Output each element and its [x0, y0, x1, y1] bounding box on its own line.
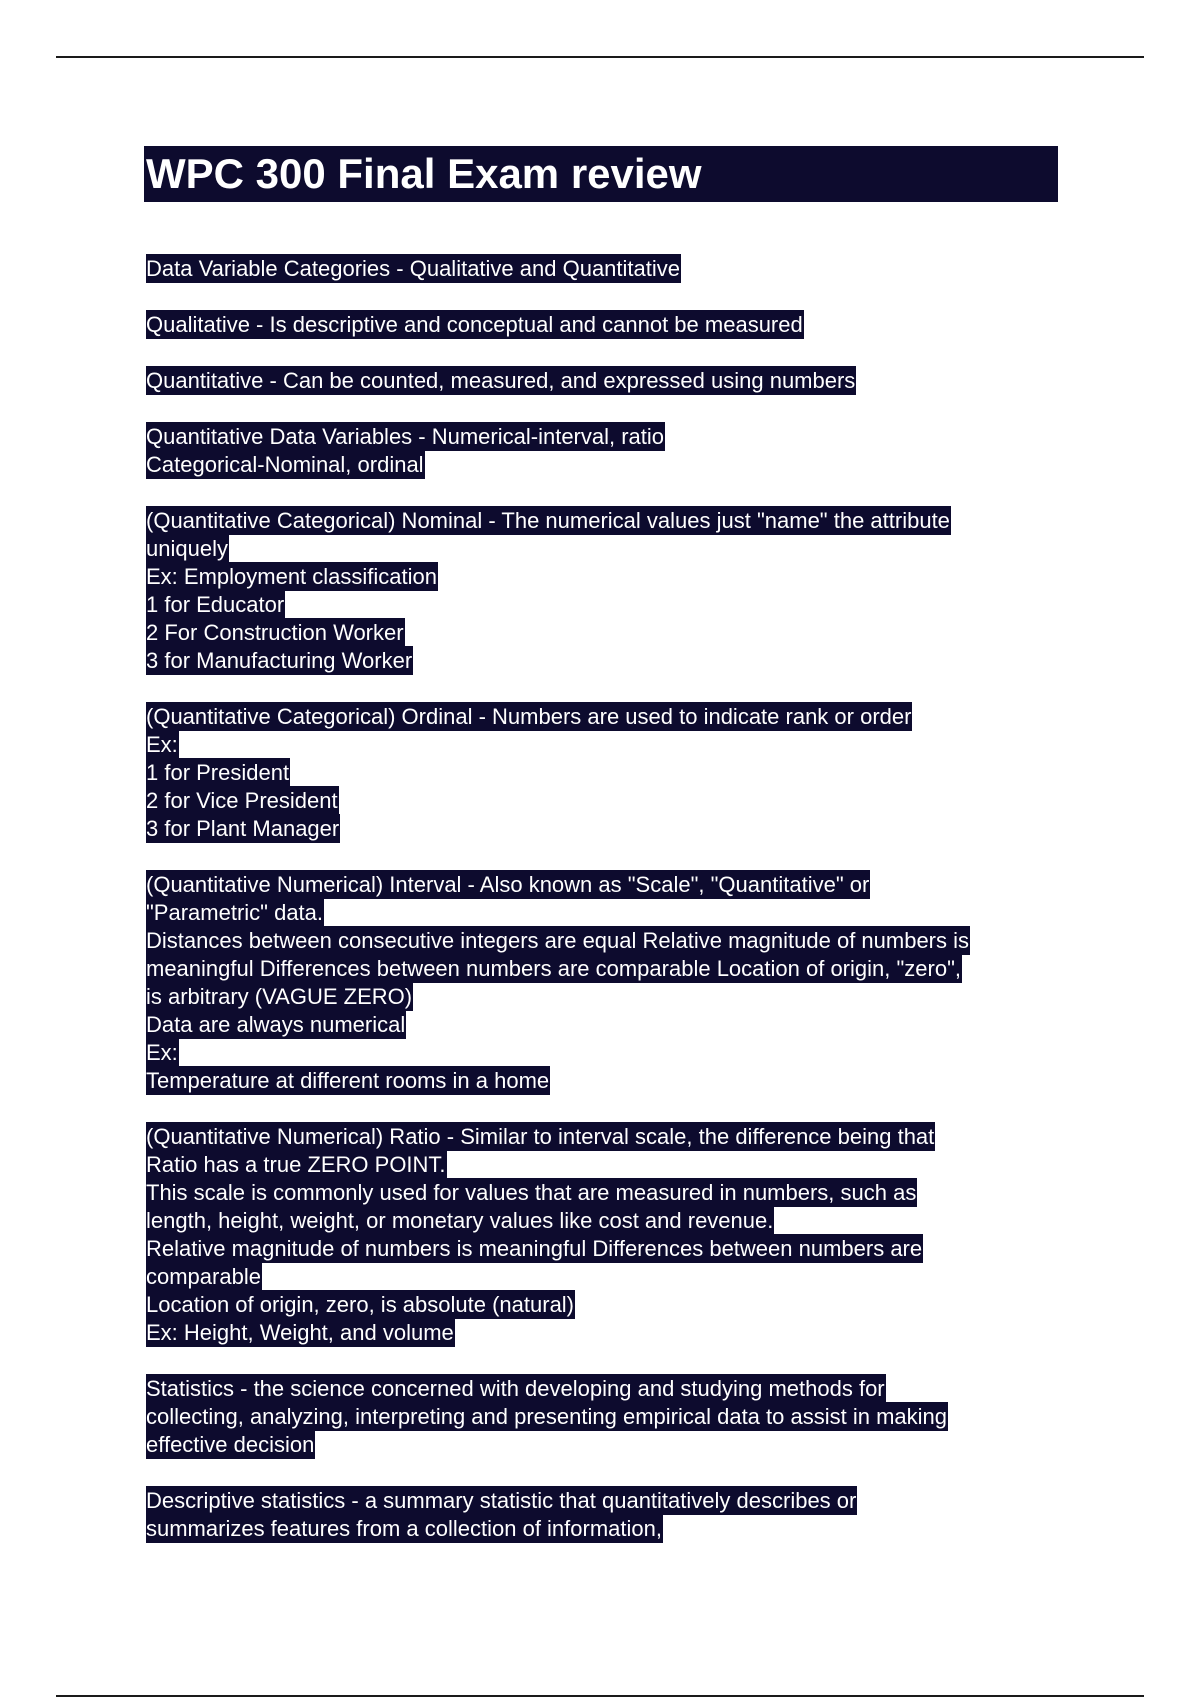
- highlighted-text: Distances between consecutive integers are equal Relative magnitude of numbers is: [146, 928, 970, 953]
- title-bar: [144, 146, 1058, 202]
- highlighted-text: Quantitative - Can be counted, measured, and expressed using numbers: [146, 368, 856, 393]
- qa-entry: [146, 367, 1066, 395]
- highlighted-text: Data are always numerical: [146, 1012, 406, 1037]
- entry-line: [146, 815, 1066, 843]
- entry-line: [146, 1263, 1066, 1291]
- entry-line: [146, 563, 1066, 591]
- entry-line: [146, 255, 1066, 283]
- highlighted-text: Temperature at different rooms in a home: [146, 1068, 550, 1093]
- highlighted-text: Ex: Employment classification: [146, 564, 437, 589]
- page-title: WPC 300 Final Exam review: [146, 150, 702, 197]
- entry-line: [146, 451, 1066, 479]
- entry-line: [146, 1067, 1066, 1095]
- highlighted-text: Descriptive statistics - a summary statistic that quantitatively describes or: [146, 1488, 857, 1513]
- entry-line: [146, 535, 1066, 563]
- entry-line: [146, 1403, 1066, 1431]
- qa-entry: [146, 311, 1066, 339]
- highlighted-text: (Quantitative Numerical) Interval - Also known as "Scale", "Quantitative" or: [146, 872, 870, 897]
- entry-line: [146, 1039, 1066, 1067]
- entry-line: [146, 367, 1066, 395]
- qa-entry: [146, 1487, 1066, 1543]
- highlighted-text: This scale is commonly used for values that are measured in numbers, such as: [146, 1180, 917, 1205]
- entry-line: [146, 1123, 1066, 1151]
- entry-line: [146, 1431, 1066, 1459]
- entry-line: [146, 1011, 1066, 1039]
- entry-line: [146, 1319, 1066, 1347]
- highlighted-text: Data Variable Categories - Qualitative and Quantitative: [146, 256, 680, 281]
- highlighted-text: 2 For Construction Worker: [146, 620, 404, 645]
- entry-line: [146, 787, 1066, 815]
- highlighted-text: comparable: [146, 1264, 261, 1289]
- entry-line: [146, 983, 1066, 1011]
- top-rule: [56, 56, 1144, 58]
- entry-line: [146, 703, 1066, 731]
- highlighted-text: (Quantitative Categorical) Nominal - The numerical values just "name" the attribute: [146, 508, 950, 533]
- entry-line: [146, 1151, 1066, 1179]
- entry-line: [146, 619, 1066, 647]
- entry-line: [146, 423, 1066, 451]
- highlighted-text: meaningful Differences between numbers are comparable Location of origin, "zero",: [146, 956, 961, 981]
- highlighted-text: (Quantitative Numerical) Ratio - Similar to interval scale, the difference being that: [146, 1124, 935, 1149]
- qa-entry: [146, 423, 1066, 479]
- entry-line: [146, 1235, 1066, 1263]
- entry-line: [146, 927, 1066, 955]
- highlighted-text: 3 for Plant Manager: [146, 816, 340, 841]
- highlighted-text: 1 for President: [146, 760, 290, 785]
- qa-entry: [146, 255, 1066, 283]
- highlighted-text: Relative magnitude of numbers is meaningful Differences between numbers are: [146, 1236, 923, 1261]
- highlighted-text: Qualitative - Is descriptive and conceptual and cannot be measured: [146, 312, 803, 337]
- highlighted-text: Categorical-Nominal, ordinal: [146, 452, 424, 477]
- qa-entry: [146, 1123, 1066, 1347]
- bottom-rule: [56, 1695, 1144, 1697]
- highlighted-text: Ex:: [146, 732, 178, 757]
- entry-line: [146, 955, 1066, 983]
- highlighted-text: summarizes features from a collection of information,: [146, 1516, 662, 1541]
- highlighted-text: 2 for Vice President: [146, 788, 338, 813]
- highlighted-text: effective decision: [146, 1432, 315, 1457]
- highlighted-text: "Parametric" data.: [146, 900, 324, 925]
- entry-line: [146, 1179, 1066, 1207]
- qa-entry: [146, 1375, 1066, 1459]
- entry-line: [146, 647, 1066, 675]
- highlighted-text: length, height, weight, or monetary values like cost and revenue.: [146, 1208, 774, 1233]
- entry-line: [146, 899, 1066, 927]
- highlighted-text: Location of origin, zero, is absolute (natural): [146, 1292, 575, 1317]
- document-body: [146, 255, 1066, 1571]
- entry-line: [146, 311, 1066, 339]
- qa-entry: [146, 507, 1066, 675]
- entry-line: [146, 1487, 1066, 1515]
- highlighted-text: 1 for Educator: [146, 592, 285, 617]
- entry-line: [146, 759, 1066, 787]
- highlighted-text: Statistics - the science concerned with developing and studying methods for: [146, 1376, 885, 1401]
- highlighted-text: uniquely: [146, 536, 228, 561]
- entry-line: [146, 1515, 1066, 1543]
- entry-line: [146, 1207, 1066, 1235]
- qa-entry: [146, 703, 1066, 843]
- highlighted-text: (Quantitative Categorical) Ordinal - Numbers are used to indicate rank or order: [146, 704, 912, 729]
- entry-line: [146, 1291, 1066, 1319]
- entry-line: [146, 1375, 1066, 1403]
- entry-line: [146, 591, 1066, 619]
- highlighted-text: Ex: Height, Weight, and volume: [146, 1320, 454, 1345]
- highlighted-text: Quantitative Data Variables - Numerical-interval, ratio: [146, 424, 665, 449]
- highlighted-text: is arbitrary (VAGUE ZERO): [146, 984, 413, 1009]
- entry-line: [146, 507, 1066, 535]
- entry-line: [146, 871, 1066, 899]
- highlighted-text: 3 for Manufacturing Worker: [146, 648, 413, 673]
- highlighted-text: collecting, analyzing, interpreting and presenting empirical data to assist in making: [146, 1404, 947, 1429]
- highlighted-text: Ex:: [146, 1040, 178, 1065]
- highlighted-text: Ratio has a true ZERO POINT.: [146, 1152, 446, 1177]
- qa-entry: [146, 871, 1066, 1095]
- entry-line: [146, 731, 1066, 759]
